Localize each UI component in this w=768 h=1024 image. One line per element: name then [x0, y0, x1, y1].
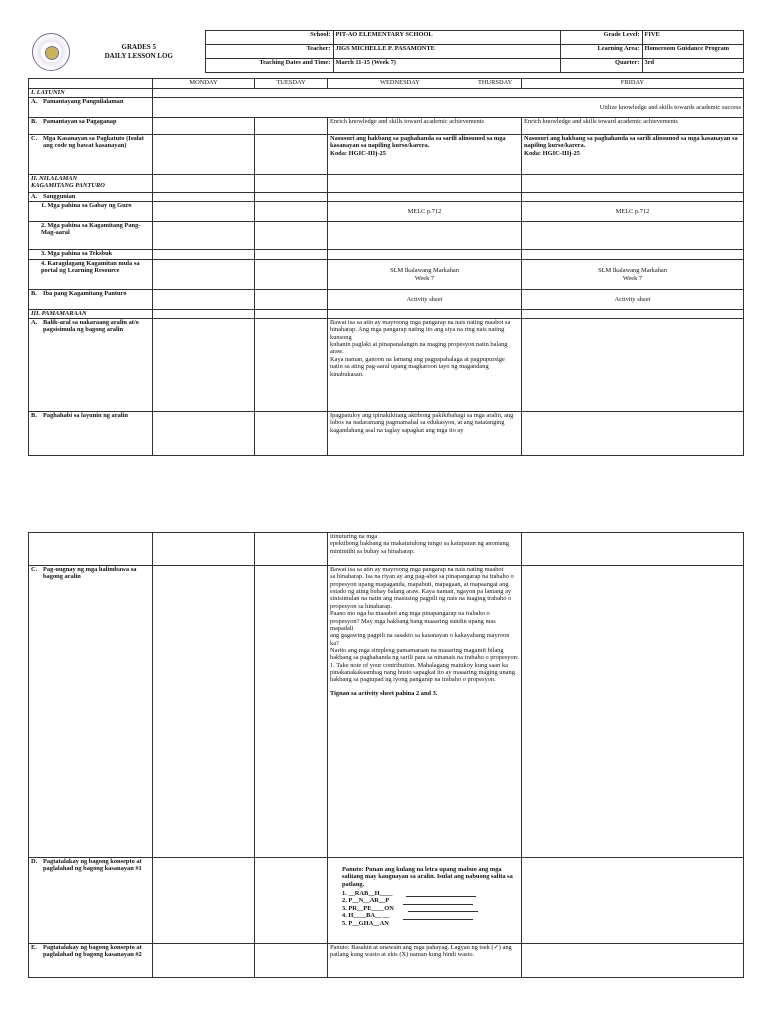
examples-text-line: Paano mo nga ba maaabot ang mga pinapangarap na trabaho o	[330, 610, 490, 618]
teacher-value: JIGS MICHELLE P. PASAMONTE	[333, 45, 560, 59]
row-label-balik-aral: Balik-aral sa nakaraang aralin at/o pagsisimula ng bagong aralin	[43, 319, 139, 334]
day-wednesday-thursday	[328, 79, 522, 89]
fill-in-item: 3. PR__PE____ON	[342, 904, 394, 912]
competency-wed: Nasusuri ang hakbang sa paghahanda sa sarili alinsunod sa mga kasanayan sa napiling kurso/karera.	[330, 135, 506, 150]
row-label-iba-pang-kagamitan: Iba pang Kagamitang Panturo	[43, 290, 127, 297]
dates-value: March 11-15 (Week 7)	[333, 59, 560, 73]
check-instruction-line: patlang kung wasto at ekis (X) naman kung hindi wasto.	[330, 951, 475, 959]
examples-text-line: pinakanakakaambag nang husto sapagkat ito ay maaaring maging unang	[330, 669, 515, 677]
row-label-pamantayang-pangnilalaman: Pamantayang Pangnilalaman	[43, 98, 124, 105]
grade-value: FIVE	[642, 31, 743, 45]
row-label-pagtatalakay-2: Pagtatalakay ng bagong konsepto at paglalahad ng bagong kasanayan #2	[43, 944, 142, 959]
row-key: A.	[31, 319, 38, 326]
section-layunin: I. LAYUNIN	[29, 89, 153, 98]
deped-seal	[28, 31, 73, 73]
competency-code-wed: Koda: HGIC-IIIj-25	[330, 149, 386, 157]
answer-blank	[403, 919, 473, 920]
fill-in-instruction: Panuto: Punan ang kulang na letra upang mabuo ang mga salitang may kaugnayan sa aralin. Isulat ang nabuong salita sa patlang.	[342, 866, 513, 888]
row-key: C.	[31, 135, 38, 142]
section-pamamaraan: III. PAMAMARAAN	[29, 310, 153, 319]
row-label-gabay-ng-guro: 1. Mga pahina sa Gabay ng Guro	[29, 202, 153, 222]
examples-text-line: estado ng ating buhay balang araw. Kaya naman, ngayon pa lamang ay	[330, 588, 512, 596]
row-label-karagdagang-kagamitan: 4. Karagdagang Kagamitan mula sa portal ng Learning Resource	[29, 260, 153, 290]
row-key: A.	[31, 98, 38, 105]
area-label: Learning Area:	[560, 45, 642, 59]
day-tuesday: TUESDAY	[255, 79, 328, 89]
perf-standard-wed: Enrich knowledge and skills toward academic achievements	[328, 118, 522, 135]
lesson-table-2	[28, 532, 743, 978]
day-monday: MONDAY	[153, 79, 255, 89]
motive-cont-line: epektibong hakbang na makatutulong tungo sa katuparan ng anomang	[330, 540, 509, 548]
row-label-paghahabi: Paghahabi sa layunin ng aralin	[43, 412, 128, 419]
title-log: DAILY LESSON LOG	[104, 51, 173, 60]
review-text-line: hinaharap. Ang mga pangarap nating ito ang siya na ring nais nating kunsong	[330, 326, 505, 341]
other-material-wed: Activity sheet	[328, 290, 522, 310]
row-label-pamantayan-sa-pagaganap: Pamantayan sa Pagaganap	[43, 118, 117, 125]
lesson-table-1	[28, 78, 743, 456]
resource-wed-week: Week 7	[414, 274, 435, 282]
examples-text-line: Narito ang mga simpleng pamamaraan na maaaring magamit bilang	[330, 646, 504, 654]
review-text-line: natin sa ating pag-aaral upang magkaroon tayo ng magandang	[330, 363, 489, 371]
examples-text-line: propesyon upang mapaganda, mapabuti, mapagaan, at mapaangat ang	[330, 580, 509, 588]
examples-text-line: hakbang sa paghahanda ng sarili para sa ninanais na trabaho o propesyon:	[330, 654, 519, 662]
school-value: PIT-AO ELEMENTARY SCHOOL	[333, 31, 560, 45]
row-key: B.	[31, 290, 37, 297]
examples-text-line: propesyon sa hinaharap.	[330, 602, 392, 610]
review-text-line: kinabukasan.	[330, 370, 364, 378]
day-thursday: THURSDAY	[478, 79, 513, 86]
day-wednesday: WEDNESDAY	[380, 79, 420, 86]
row-key: A.	[31, 193, 38, 200]
row-key: B.	[31, 412, 37, 419]
examples-text-line: propesyon? May mga hakbang bang maaaring sundin upang mas mapadali	[330, 617, 496, 632]
examples-text-line: sinisimulan na natin ang masusing pagpili ng nais na maging trabaho o	[330, 595, 512, 603]
competency-fri: Nasusuri ang hakbang sa paghahanda sa sarili alinsunod sa mga kasanayan sa napiling kurso/karera.	[524, 135, 738, 150]
examples-text-line: 1. Take note of your contribution. Mahalagang matukoy kung saan ka	[330, 661, 508, 669]
check-instruction-line: Panuto: Basahin at unawain ang mga pahayag. Lagyan ng tsek (✓) ang	[330, 944, 512, 951]
content-standard: Utilize knowledge and skills towards academic success	[153, 98, 744, 118]
day-friday: FRIDAY	[522, 79, 744, 89]
motive-cont-line: itinuturing na mga	[330, 533, 378, 540]
review-text-line: Kaya naman, ganoon na lamang ang pagpapahalaga at pagpupursige	[330, 355, 505, 363]
fill-in-item: 5. P__GHA__AN	[342, 919, 389, 927]
resource-fri-week: Week 7	[622, 274, 643, 282]
fill-in-item: 4. H____BA__ __	[342, 912, 390, 920]
motive-text-line: Ipagpatuloy ang ipinakikitang aktibong pakikibahagi sa mga aralin, ang	[330, 412, 514, 419]
competency-code-fri: Koda: HGIC-IIIj-25	[524, 149, 580, 157]
examples-text-line: hakbang sa pagtupad ng iyong pangarap na trabaho o propesyon.	[330, 676, 496, 684]
row-key: E.	[31, 944, 37, 951]
row-label-teksbuk: 3. Mga pahina sa Teksbuk	[29, 250, 153, 260]
quarter-label: Quarter:	[560, 59, 642, 73]
examples-text-line: ang gagawing pagpili na sasakto sa kasanayan o kakayahang mayroon ka?	[330, 632, 510, 647]
row-key: B.	[31, 118, 37, 125]
quarter-value: 3rd	[642, 59, 743, 73]
area-value: Homeroom Guidance Program	[642, 45, 743, 59]
examples-text-line: Bawat isa sa atin ay mayroong mga pangarap na nais nating maabot	[330, 566, 504, 573]
resource-fri-slm: SLM Ikalawang Markahan	[598, 267, 667, 275]
school-label: School:	[205, 31, 333, 45]
row-label-pagtatalakay-1: Pagtatalakay ng bagong konsepto at paglalahad ng bagong kasanayan #1	[43, 858, 142, 873]
row-label-pag-uugnay: Pag-uugnay ng mga halimbawa sa bagong aralin	[43, 566, 137, 581]
section-kagamitang-panturo: KAGAMITANG PANTURO	[31, 182, 105, 190]
corner-cell	[29, 79, 153, 89]
row-label-mga-kasanayan: Mga Kasanayan sa Pagkatuto (Isulat ang code ng bawat kasanayan)	[43, 135, 144, 150]
perf-standard-fri: Enrich knowledge and skills toward academic achievements	[522, 118, 744, 135]
title-grade: GRADES 5	[121, 43, 156, 52]
row-label-kagamitang-pang-mag-aaral: 2. Mga pahina sa Kagamitang Pang-Mag-aaral	[29, 222, 153, 250]
motive-text-line: kagandahang asal na taglay sapagkat ang mga ito ay	[330, 426, 464, 434]
review-text-line: kuhanin paglaki at pinapanalangin na maging propesyon natin balang araw.	[330, 341, 508, 356]
header-block	[28, 30, 743, 73]
teacher-label: Teacher:	[205, 45, 333, 59]
fill-in-item: 2. P__N__AR__P	[342, 897, 390, 905]
section-nilalaman: II. NILALAMAN	[31, 175, 78, 182]
ref-guide-fri: MELC p.712	[522, 202, 744, 222]
other-material-fri: Activity sheet	[522, 290, 744, 310]
row-key: D.	[31, 858, 38, 865]
ref-guide-wed: MELC p.712	[328, 202, 522, 222]
fill-in-item: 1. __RAB__H____	[342, 890, 393, 898]
review-text-line: Bawat isa sa atin ay mayroong mga pangarap na nais nating maabot sa	[330, 319, 511, 326]
row-label-sanggunian: Sanggunian	[43, 193, 76, 200]
row-key: C.	[31, 566, 38, 573]
grade-label: Grade Level:	[560, 31, 642, 45]
examples-text-line: sa hinaharap. Isa na riyan ay ang pag-abot sa pinapangarap na trabaho o	[330, 573, 514, 581]
motive-cont-line: minimithi sa buhay sa hinaharap.	[330, 547, 415, 555]
resource-wed-slm: SLM Ikalawang Markahan	[390, 267, 459, 275]
motive-text-line: lubos na nadaramang pagmamahal sa edukasyon, at ang natatanging	[330, 419, 505, 427]
dates-label: Teaching Dates and Time:	[205, 59, 333, 73]
activity-sheet-note: Tignan sa activity sheet pahina 2 and 3.	[330, 689, 438, 697]
